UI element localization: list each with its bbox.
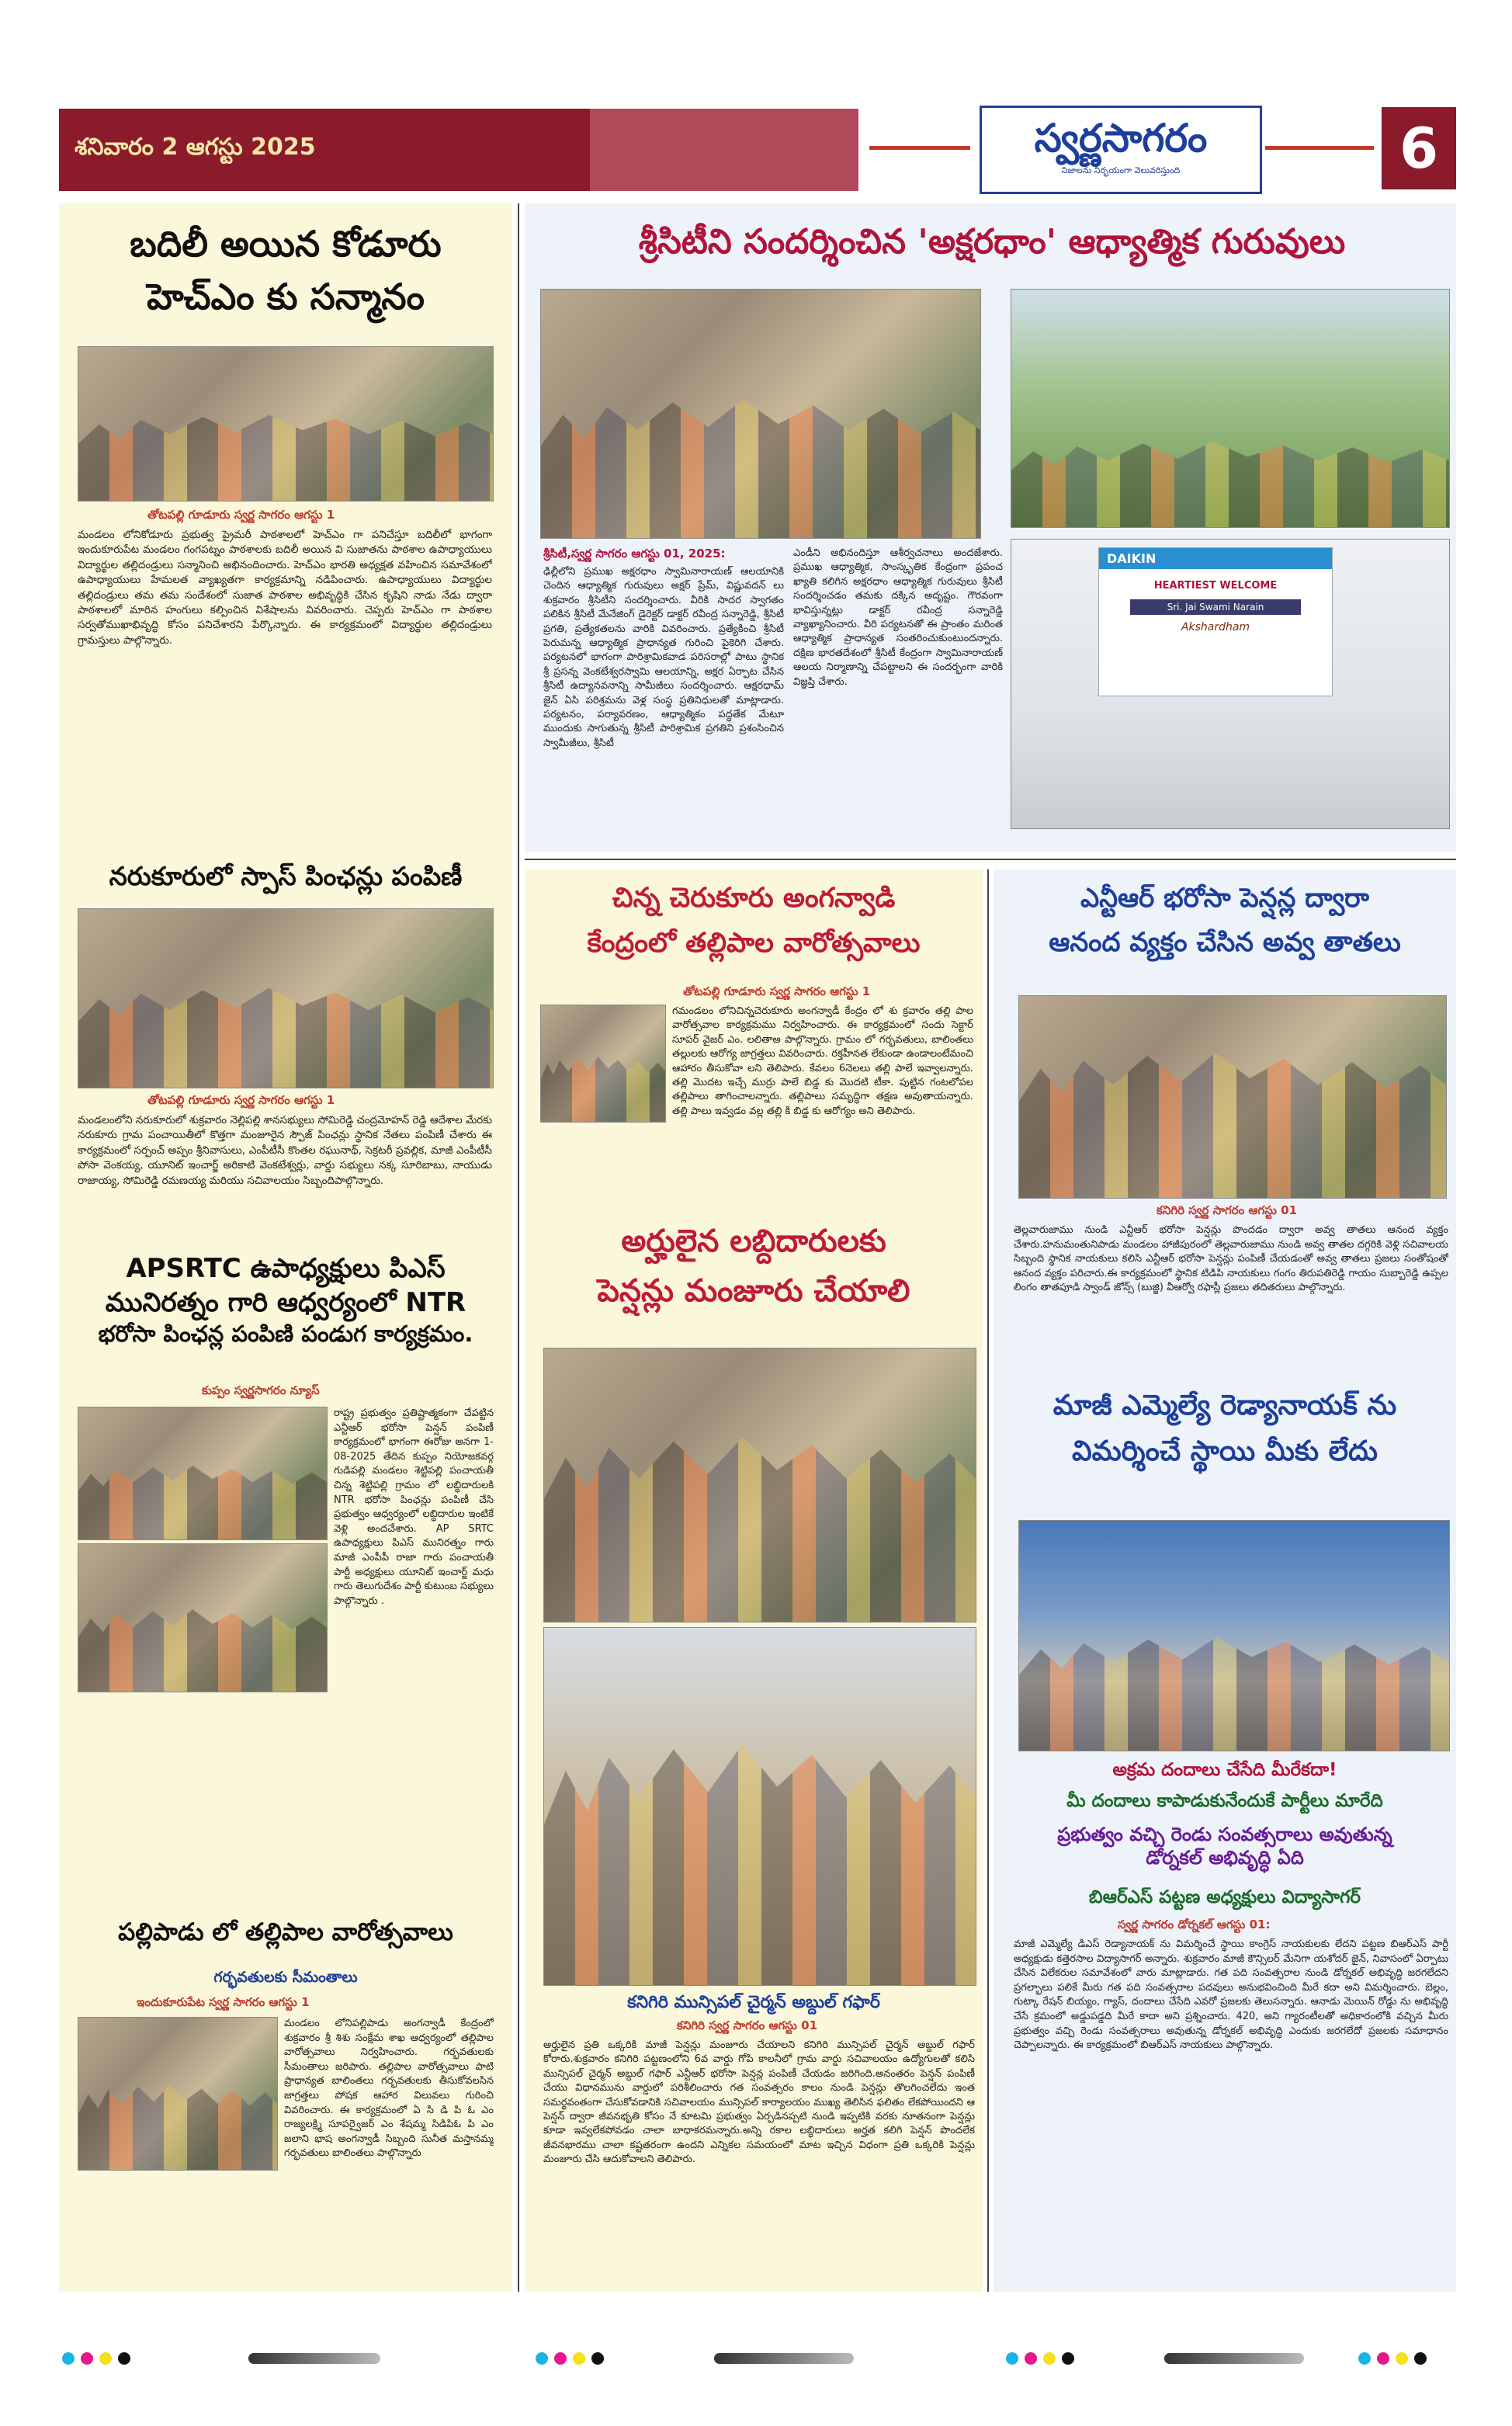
- registration-dot-cyan-2: [536, 2352, 548, 2365]
- photo-daikin-welcome: [1011, 539, 1450, 829]
- left-article1-headline: బదిలీ అయిన కోడూరు హెచ్ఎం కు సన్మానం: [130, 223, 442, 318]
- middle-article1-dateline: తోటపల్లి గూడూరు స్వర్ణ సాగరం ఆగస్టు 1: [683, 984, 871, 998]
- left-article4-subhead: గర్భవతులకు సీమంతాలు: [213, 1969, 358, 1986]
- masthead-tagline: నిజాలను నిర్భయంగా వెలువరిస్తుంది: [1061, 165, 1181, 175]
- registration-dot-magenta-4: [1377, 2352, 1389, 2365]
- right-article1-body: తెల్లవారుజాము నుండి ఎన్టీఆర్ భరోసా పెన్షన్లు పొందడం ద్వారా అవ్వ తాతలు ఆనంద వ్యక్తం చేశారు.హనుమంతునిపాడు మండలం హాజీపురంలో తెల్లవారుజాము నుండి అవ్వ తాతల దగ్గరికి వెళ్లి సచివాలయ సిబ్బంది స్థానిక నాయకులు కలిసి ఎన్టీఆర్ భరోసా పెన్షన్లు పంపిణీ చేయడంతో అవ్వ తాతలు ప్రజలు సంతోషంతో ఆనంద వ్యక్తం పరిచారు.ఈ కార్యక్రమంలో స్థానిక టిడిపి నాయకులు గంగం తిరుపతిరెడ్డి గాయం సుబ్బారెడ్డి ఉప్పల లింగం తాతపూడి స్వాండ్ జోన్స్ (బుజ్జి) వీఆర్వో రఫాస్లీ ప్రజలు తదితరులు పాల్గొన్నారు.: [1014, 1224, 1448, 1294]
- registration-dot-magenta-1: [81, 2352, 93, 2365]
- banner-org: Akshardham: [1181, 621, 1250, 633]
- page-number: 6: [1399, 116, 1439, 181]
- column-rule-2: [987, 869, 989, 2292]
- left-article1-dateline: తోటపల్లి గూడూరు స్వర్ణ సాగరం ఆగస్టు 1: [147, 508, 335, 522]
- registration-dot-cyan-1: [62, 2352, 75, 2365]
- left-article4-headline: పల్లిపాడు లో తల్లిపాల వారోత్సవాలు: [118, 1918, 453, 1946]
- top-story-body-col1: ఢిల్లీలోని ప్రముఖ అక్షరధాం స్వామినారాయణ్ ఆలయానికి చెందిన ఆధ్యాత్మిక గురువులు అక్షర్ ప్రేమ్, విష్ణువదన్ లు శుక్రవారం శ్రీసిటీని సందర్శించారు. వీరికి సాదర స్వాగతం పలికిన శ్రీసిటీ మేనేజింగ్ డైరెక్టర్ డాక్టర్ రవీంద్ర సన్నారెడ్డి, శ్రీసిటీ ప్రగతి, ప్రత్యేకతలను వారికి వివరించారు. ప్రత్యేకించి శ్రీసిటీ పెరుమన్న ఆధ్యాత్మిక ప్రాధాన్యత గురించి పైకెరిగి చేశారు. పర్యటనలో భాగంగా పారిశ్రామికవాడ పరిసరాల్లో పాటు స్థానిక శ్రీ ప్రసన్న వెంకటేశ్వరస్వామి ఆలయాన్ని, అక్షర ఏర్పాట చేసిన శ్రీసిటీ ఉద్యానవనాన్ని సామీజీలు సందర్శించారు. ఆక్షరధామ్ జైన్ ఏసి పరిశ్రమను వెళ్ల సంస్థ ప్రతినిధులతో మాట్లాడారు. పర్యటనం, పర్యావరణం, ఆధ్యాత్మికం పద్ధతేక మేటూ ముందుకు సాగుతున్న శ్రీసిటీ పారిశ్రామిక ప్రగతిని ప్రశంసించిన స్వామీజీలు, శ్రీసిటీ: [543, 566, 784, 749]
- photo-breastfeeding-week-pallipadu: [78, 2017, 278, 2171]
- right-article2-dateline: స్వర్ణ సాగరం డోర్నకల్ ఆగస్టు 01:: [1118, 1918, 1271, 1931]
- photo-ntr-bharosa-hajipuram: [1018, 995, 1447, 1199]
- banner-name: Sri. Jai Swami Narain: [1130, 599, 1301, 615]
- registration-dot-cyan-4: [1358, 2352, 1371, 2365]
- left-article3-body: రాష్ట్ర ప్రభుత్వం ప్రతిష్టాత్మకంగా చేపట్టిన ఎన్టీఆర్ భరోసా పెన్షన్ పంపిణీ కార్యక్రమంలో భాగంగా ఈరోజు అనగా 1-08-2025 తేదిన కుప్పం నియోజకవర్గ గుడిపల్లి మండలం శెట్టిపల్లి పంచాయతీ చిన్న శెట్టిపల్లి గ్రామం లో లబ్ధిదారులకి NTR భరోసా పింఛన్లు పంపిణీ చేసి ప్రభుత్వం ఆధ్వర్యంలో లబ్ధిదారుల ఇంటికే వెళ్లి అందచేశారు. AP SRTC ఉపాధ్యక్షులు పిఎస్ మునిరత్నం గారు మాజీ ఎంపీపీ రాజా గారు పంచాయతీ పార్టీ అధ్యక్షులు యూనిట్ ఇంచార్జ్ మధు గారు తెలుగుదేశం పార్టీ కుటుంబ సభ్యులు పాల్గొన్నారు .: [334, 1407, 494, 1607]
- right-article2-sub4: బిఆర్ఎస్ పట్టణ అధ్యక్షులు విద్యాసాగర్: [1088, 1887, 1361, 1907]
- middle-article2-dateline: కనిగిరి స్వర్ణ సాగరం ఆగస్టు 01: [677, 2018, 818, 2032]
- registration-dot-black-4: [1414, 2352, 1427, 2365]
- left-article3-headline: APSRTC ఉపాధ్యక్షులు పిఎస్ మునిరత్నం గారి ఆధ్వర్యంలో NTR భరోసా పింఛన్ల పంపిణి పండుగ కార్యక్రమం.: [98, 1253, 473, 1348]
- left-article2-dateline: తోటపల్లి గూడూరు స్వర్ణ సాగరం ఆగస్టు 1: [147, 1093, 335, 1107]
- left-article4-body: మండలం లోనిపల్లిపాడు అంగన్వాడీ కేంద్రంలో శుక్రవారం శ్రీ శిశు సంక్షేమ శాఖ ఆధ్వర్యంలో తల్లిపాల వారోత్సవాలు నిర్వహించారు. గర్భవతులకు సీమంతాలు జరిపారు. తల్లిపాల వారోత్సవాలు పాటి ప్రాధాన్యత బాలింతలు గర్భవతులకు తీసుకోవలసిన జాగ్రత్తలు పోషక ఆహార విలువలు గురించి వివరించారు. ఈ కార్యక్రమంలో ఏ సి డి పి ఓ ఎం రాజ్యలక్ష్మి సూపర్వైజర్ ఎం శేషమ్మ సిడిపిఓ పి ఎం జలాని భాష అంగన్వాడీ సిబ్బంది సునీత మస్తానమ్మ గర్భవతులు బాలింతలు పాల్గొన్నారు: [284, 2018, 494, 2160]
- right-article2-body: మాజీ ఎమ్మెల్యే డిఎస్ రెడ్యానాయక్ ను విమర్శించే స్థాయి కాంగ్రెస్ నాయకులకు లేదని పట్టణ బిఆర్ఎస్ పార్టీ అధ్యక్షుడు కత్తెరసాల విద్యాసాగర్ అన్నారు. శుక్రవారం మాజీ కౌన్సిలర్ మేనిగా యశోదర్ జైన్, నివాసంలో ఏర్పాటు చేసిన విలేకరుల సమావేశంలో వారు మాట్లాడారు. గత పది సంవత్సరాల నుండి డోర్నకల్ అభివృద్ధి జరగలేదని ప్రగల్భాలు పలికే మీరు గత పది సంవత్సరాల పదవులు అనుభవించింది మీరే కదా అని విమర్శించారు. బెల్లం, గుట్కా రేషన్ బియ్యం, గ్యాస్, దందాలు చేసేది ఎవరో ప్రజలకు తెలుసన్నారు. ఆనాడు మెయిన్ రోడ్డు ను అభివృద్ధి చేసే క్రమంలో అడ్డుపడ్డది మీరే కాదా అని ప్రశ్నించారు. 420, అని గ్యారంటీలతో అధికారంలోకి వచ్చిన మీరు ప్రభుత్వం వచ్చి రెండు సంవత్సరాలు అవుతున్న డోర్నకల్ అభివృద్ధి ఎందుకు జరగలేదో ప్రజలకు సమాధానం చెప్పాలన్నారు. ఈ కార్యక్రమంలో బిఆర్ఎస్ నాయకులు పాల్గొన్నారు.: [1014, 1938, 1448, 2052]
- left-article2-headline: నరుకూరులో స్పాస్ పింఛన్లు పంపిణీ: [109, 861, 463, 891]
- left-article3-dateline: కుప్పం స్వర్ణసాగరం న్యూస్: [202, 1383, 320, 1397]
- middle-article2-body: అర్హులైన ప్రతి ఒక్కరికి మాజీ పెన్షన్లు మంజూరు చేయాలని కనిగిరి మున్సిపల్ చైర్మన్ అబ్దుల్ గఫార్ కోరారు.శుక్రవారం కనిగిరి పట్టణంలోని 6వ వార్డు గోపి కాలనీలో గ్రామ వార్డు సచివాలయం ఉద్యోగులతో కలిసి మున్సిపల్ చైర్మన్ అబ్దుల్ గఫార్ ఎన్టీఆర్ భరోసా పెన్షన్ల పంపిణీ చేయడం జరిగింది.అనంతరం పెన్షన్ పంపిణీ చేయు విధానమును వార్డులో పరిశీలించారు గత సంవత్సరం కాలం నుండి పెన్షన్లు తొలగించలేదు ఇంత సమర్థవంతంగా చేసుకోవడానికి సచివాలయం మున్సిపల్ కార్యాలయం ముఖ్య తెలిసిన ఫలితం లేకపోయిందని ఆ పెన్షన్ ద్వారా జీవనభృతి కోసం నే కూటమి ప్రభుత్వం ఏర్పడినప్పటి నుండి ఇప్పటికి వరకు నూతనంగా పెన్షన్లు కూడా ఇవ్వలేకపోవడం చాలా బాధాకరమన్నారు.అన్ని రకాల లబ్ధిదారులు అర్హత కలిగి పెన్షన్ పొందలేక జీవనభారము చాలా కష్టతరంగా ఉందని ఎన్నికల సమయంలో మాట ఇచ్చిన విధంగా ప్రతి ఒక్కరికి పెన్షన్లు మంజూరు చేసి ఆదుకోవాలని తెలిపారు.: [543, 2039, 975, 2166]
- photo-teacher-felicitation: [78, 346, 494, 502]
- registration-dot-yellow-3: [1043, 2352, 1056, 2365]
- photo-ntr-pension-1: [78, 1407, 328, 1540]
- registration-dot-black-1: [118, 2352, 130, 2365]
- banner-brand: DAIKIN: [1099, 548, 1332, 569]
- photo-ntr-pension-2: [78, 1543, 328, 1692]
- middle-article2-headline: అర్హులైన లబ్దిదారులకు పెన్షన్లు మంజూరు చేయాలి: [597, 1223, 910, 1309]
- photo-pension-kanigiri-1: [543, 1348, 976, 1623]
- masthead-box: [980, 106, 1262, 194]
- registration-bar-3: [1164, 2353, 1304, 2364]
- registration-dot-yellow-2: [573, 2352, 585, 2365]
- photo-anganwadi-chinna-cherukuru: [540, 1005, 666, 1123]
- registration-dot-black-2: [591, 2352, 604, 2365]
- top-story-body-col2: ఎండీని అభినందిస్తూ ఆశీర్వచనాలు అందజేశారు. ప్రముఖ ఆధ్యాత్మిక, సాంస్కృతిక కేంద్రంగా ప్రపంచ ఖ్యాతి కలిగిన అక్షరధాం ఆధ్యాత్మిక గురువులు శ్రీసిటీ సందర్శించడం తమకు దక్కిన అదృష్టం. గౌరవంగా భావిస్తున్నట్లు డాక్టర్ రవీంద్ర సన్నారెడ్డి వ్యాఖ్యానించారు. వీరి పర్యటనతో ఈ ప్రాంతం మరింత ఆధ్యాత్మిక ప్రాధాన్యత సంతరించుకుంటుందన్నారు. దక్షిణ భారతదేశంలో శ్రీసిటీ కేంద్రంగా స్వామినారాయణ్ ఆలయ నిర్మాణాన్ని చేపట్టాలని ఈ సందర్భంగా వారికి విజ్ఞప్తి చేశారు.: [793, 547, 1003, 688]
- middle-article1-body: గమండలం లోనిచిన్నచెరుకూరు అంగన్వాడీ కేంద్రం లో శు క్రవారం తల్లి పాల వారోత్సవాల కార్యక్రమము నిర్వహించారు. ఈ కార్యక్రమంలో సందు సెక్టార్ సూపర్ వైజర్ ఎం. లలితాఅ పాల్గొన్నారు. గ్రామం లో గర్భవతులు, బాలింతలు తల్లులకు ఆరోగ్య జాగ్రత్తలు వివరించారు. రక్తహీనత లేకుండా ఉండాలంటేమంచి ఆహారం తీసుకోవా లని తెలిపారు. కేవలం 6నెలలు తల్లి పాలే ఇవ్వాలన్నారు. తల్లి మొదట ఇచ్చే ముర్రు పాలే బిడ్డ కు మొదటి టీకా. పుట్టిన గంటలోపల తల్లిపాలు తాగించాలన్నారు. తల్లిపాలు సమృద్ధిగా తక్షణ అవుతాయన్నారు. తల్లి పాలు ఇవ్వడం వల్ల తల్లి కి బిడ్డ కు ఆరోగ్యం అని తెలిపారు.: [672, 1005, 973, 1117]
- right-article1-dateline: కనిగిరి స్వర్ణ సాగరం ఆగస్టు 01: [1157, 1203, 1298, 1217]
- top-story-dateline: శ్రీసిటీ,స్వర్ణ సాగరం ఆగస్టు 01, 2025:: [543, 547, 726, 561]
- registration-dot-magenta-3: [1025, 2352, 1037, 2365]
- masthead-rule-left: [869, 146, 970, 150]
- date-label: శనివారం 2 ఆగస్టు 2025: [75, 134, 316, 161]
- photo-srisity-visit-garden: [1011, 289, 1450, 528]
- photo-srisity-visit-reception: [540, 289, 981, 539]
- banner-welcome: HEARTIEST WELCOME: [1153, 580, 1278, 592]
- right-article2-headline: మాజీ ఎమ్మెల్యే రెడ్యానాయక్ ను విమర్శించే స్థాయి మీకు లేదు: [1053, 1390, 1397, 1467]
- top-story-rule: [525, 859, 1456, 860]
- left-article4-dateline: ఇందుకూరుపేట స్వర్ణ సాగరం ఆగస్టు 1: [137, 1995, 310, 2009]
- photo-pension-kanigiri-2: [543, 1627, 976, 1986]
- top-story-headline: శ్రీసిటీని సందర్శించిన 'అక్షరధాం' ఆధ్యాత్మిక గురువులు: [638, 222, 1346, 262]
- right-article2-sub3: ప్రభుత్వం వచ్చి రెండు సంవత్సరాలు అవుతున్న డోర్నకల్ అభివృద్ధి ఏది: [1057, 1824, 1392, 1869]
- right-article2-sub2: మీ దందాలు కాపాడుకునేందుకే పార్టీలు మారేది: [1066, 1791, 1383, 1811]
- registration-dot-cyan-3: [1006, 2352, 1018, 2365]
- registration-bar-2: [714, 2353, 854, 2364]
- middle-article2-caption: కనిగిరి మున్సిపల్ చైర్మన్ అబ్దుల్ గఫార్: [627, 1993, 880, 2012]
- page-number-box: [1382, 107, 1456, 189]
- photo-pension-distribution-narukuru: [78, 908, 494, 1088]
- date-band-light: [590, 109, 858, 191]
- left-article1-body: మండలం లోనికోడూరు ప్రభుత్వ ప్రైమరీ పాఠశాలలో హెచ్ఎం గా పనిచేస్తూ బదిలీలో భాగంగా ఇందుకూరుపేట మండలం గంగపట్నం పాఠశాలకు బదిలీ అయిన వి సుజాతను పాఠశాల ఉపాధ్యాయులు విద్యార్థుల తల్లిదండ్రులు సన్మానించి అభినందించారు. హెచ్ఎం భారతి అధ్యక్షత వహించిన సమావేశంలో ఉపాధ్యాయులు హేమలత వ్యాఖ్యతగా కార్యక్రమాన్ని నడిపించారు. ఉపాధ్యాయులు విద్యార్థుల తల్లిదండ్రులు తమ తమ సందేశంలో సుజాత పాఠశాల అభివృద్ధికి చేసిన కృషిని నాడు నేడు ద్వారా పాఠశాలలో మారిన హంగులు కల్పించిన విశేషాలను వివరించారు. చెప్పరు హెచ్ఎం గా పాఠశాల సర్వతోముఖాభివృద్ధి కోసం పనిచేశారని పేర్కొన్నారు. ఈ కార్యక్రమంలో విద్యార్థుల తల్లిదండ్రులు గ్రామస్తులు పాల్గొన్నారు.: [78, 529, 492, 647]
- registration-dot-yellow-4: [1396, 2352, 1408, 2365]
- welcome-banner: [1098, 547, 1333, 696]
- right-article2-sub1: అక్రమ దందాలు చేసేది మీరేకదా!: [1112, 1760, 1337, 1780]
- registration-dot-yellow-1: [99, 2352, 112, 2365]
- masthead-title: స్వర్ణసాగరం: [1034, 116, 1208, 161]
- photo-brs-press-meet-dornakal: [1018, 1520, 1450, 1751]
- left-article2-body: మండలంలోని నరుకూరులో శుక్రవారం నెల్లిపల్లి శానసభ్యులు సోమిరెడ్డి చంద్రమోహన్ రెడ్డి ఆదేశాల మేరకు నరుకూరు గ్రామ పంచాయితీలో కొత్తగా మంజూరైన స్పౌజ్ పింఛన్లు స్థానిక నేతలు పంపిణీ చేశారు ఈ కార్యక్రమంలో సర్పంచ్ అప్పం శ్రీనివాసులు, ఎంపీటీసీ కొంతల రఘునాథ్, సెక్రటరీ ప్రవల్లిక, మాజీ ఎంపీటీసీ పోసా వెంకయ్య, యూనిట్ ఇంచార్జ్ అరికాటి వెంకటేశ్వర్లు, వార్డు సభ్యులు నక్క సూరిబాబు, నాయుడు రాజాయ్య, సోమిరెడ్డి రమణయ్య మరియు సచివాలయం సిబ్బందిపాల్గొన్నారు.: [78, 1114, 492, 1187]
- registration-dot-magenta-2: [554, 2352, 567, 2365]
- registration-dot-black-3: [1062, 2352, 1074, 2365]
- middle-article1-headline: చిన్న చెరుకూరు అంగన్వాడి కేంద్రంలో తల్లిపాల వారోత్సవాలు: [587, 883, 921, 959]
- masthead-rule-right: [1265, 146, 1374, 150]
- registration-bar-1: [248, 2353, 380, 2364]
- column-rule-1: [518, 203, 519, 2292]
- right-article1-headline: ఎన్టీఆర్ భరోసా పెన్షన్ల ద్వారా ఆనంద వ్యక్తం చేసిన అవ్వ తాతలు: [1049, 883, 1401, 958]
